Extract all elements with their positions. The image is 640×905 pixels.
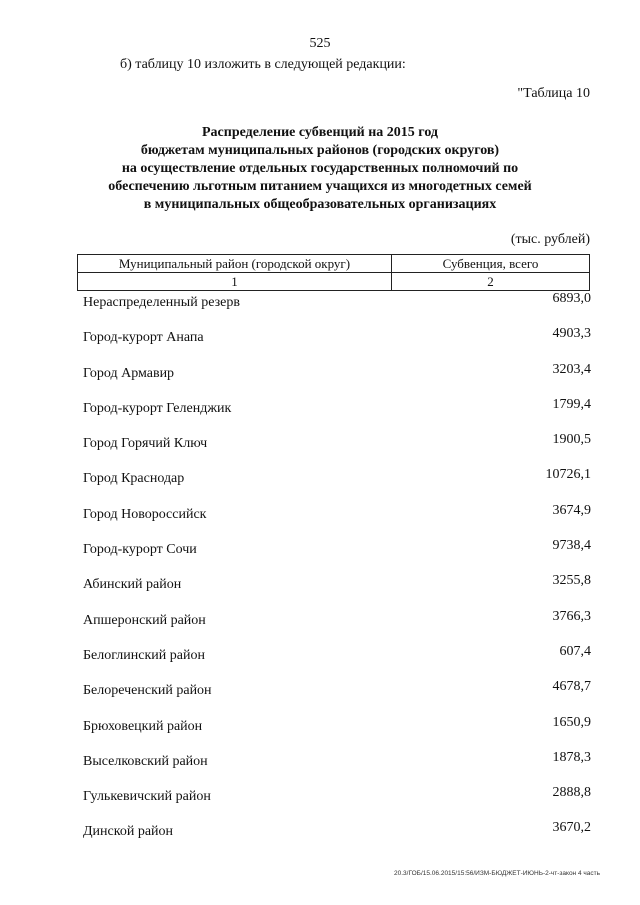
subvention-value: 3670,2 [552,820,591,836]
subvention-value: 3766,3 [552,608,591,624]
subvention-value: 6893,0 [552,291,591,306]
district-name: Город Краснодар [83,471,185,487]
table-row [83,573,593,608]
table-row [83,362,593,397]
subvention-value: 607,4 [559,643,591,659]
table-row [83,397,593,432]
table-row [83,432,593,467]
district-name: Брюховецкий район [83,718,203,734]
district-name: Город Горячий Ключ [83,436,208,452]
table-row [83,820,593,855]
table-row [83,467,593,502]
table-row [83,644,593,679]
district-name: Город-курорт Сочи [83,542,197,558]
header-district: Муниципальный район (городской округ) [77,255,392,272]
title-line: Распределение субвенций на 2015 год [202,125,438,140]
subvention-value: 3674,9 [552,502,591,518]
table-header [77,254,590,291]
table-reference: "Таблица 10 [517,86,590,101]
page-number: 525 [309,36,331,51]
header-num-1: 1 [77,273,392,290]
subvention-value: 1900,5 [552,432,591,448]
title-line: в муниципальных общеобразовательных организациях [143,197,497,212]
subvention-value: 1799,4 [552,396,591,412]
subvention-value: 4678,7 [552,679,591,695]
district-name: Белоглинский район [83,647,205,663]
table-row [83,679,593,714]
subvention-value: 3203,4 [552,361,591,377]
district-name: Абинский район [83,577,182,593]
header-subvention: Субвенция, всего [392,255,590,272]
footer-code: 20.3/ГОБ/15.06.2015/15:56/ИЗМ-БЮДЖЕТ-ИЮНЬ-2-чт-закон 4 часть [394,870,600,877]
units-label: (тыс. рублей) [510,232,590,247]
subvention-value: 1878,3 [552,749,591,765]
district-name: Выселковский район [83,753,208,769]
district-name: Белореченский район [83,683,212,699]
header-num-2: 2 [392,273,590,290]
header-number-row [77,273,590,291]
subvention-value: 3255,8 [552,573,591,589]
intro-text: б) таблицу 10 изложить в следующей редакции: [120,57,406,72]
title-line: обеспечению льготным питанием учащихся из многодетных семей [108,179,532,194]
table-row [83,715,593,750]
table-title [60,124,580,214]
district-name: Город Армавир [83,365,175,381]
table-row [83,538,593,573]
table-row [83,503,593,538]
table-row [83,785,593,820]
district-name: Апшеронский район [83,612,206,628]
subvention-value: 10726,1 [545,467,591,483]
title-line: бюджетам муниципальных районов (городских округов) [140,143,500,158]
district-name: Город-курорт Анапа [83,330,204,346]
table-row [83,609,593,644]
table-body [83,291,593,856]
district-name: Нераспределенный резерв [83,295,240,310]
subvention-value: 2888,8 [552,785,591,801]
subvention-value: 9738,4 [552,538,591,554]
district-name: Город Новороссийск [83,506,207,522]
district-name: Гулькевичский район [83,789,211,805]
table-row [83,326,593,361]
table-row [83,750,593,785]
subvention-value: 1650,9 [552,714,591,730]
district-name: Динской район [83,824,174,840]
title-line: на осуществление отдельных государственных полномочий по [121,161,519,176]
table-row [83,291,593,326]
subvention-value: 4903,3 [552,326,591,342]
district-name: Город-курорт Геленджик [83,400,232,416]
header-row [77,254,590,273]
